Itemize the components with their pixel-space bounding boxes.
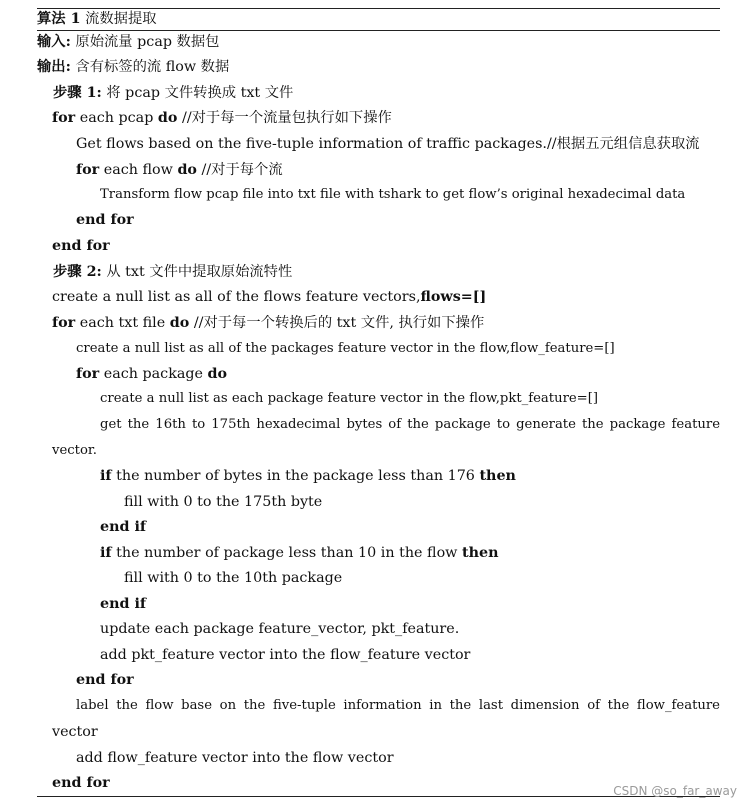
step1-heading [53, 83, 293, 103]
step2-for-txt [52, 313, 484, 333]
code-comment: //对于每一个流量包执行如下操作 [182, 110, 392, 126]
if-text: the number of bytes in the package less than 176 [116, 468, 475, 484]
input-line [37, 32, 219, 52]
step2-for-package [76, 364, 227, 384]
output-text: 含有标签的流 flow 数据 [75, 59, 230, 75]
step2-label-line1: label the flow base on the five-tuple information in the last dimension of the flow_feature [76, 698, 720, 713]
step2-get-bytes-line2: vector. [52, 443, 97, 458]
step2-create-flow-feature: create a null list as all of the packages feature vector in the flow,flow_feature=[] [76, 341, 615, 356]
step1-get-flows: Get flows based on the five-tuple information of traffic packages.//根据五元组信息获取流 [76, 136, 700, 152]
caption-label: 算法 1 [37, 11, 81, 27]
algorithm-caption [37, 9, 157, 29]
for-text: each package [103, 366, 203, 382]
step2-label-line2: vector [52, 724, 98, 740]
for-keyword: for [52, 315, 76, 331]
step1-for-flow [76, 160, 283, 180]
for-keyword: for [76, 162, 100, 178]
create-flows-text: create a null list as all of the flows feature vectors, [52, 289, 421, 305]
for-text: each pcap [79, 110, 154, 126]
step2-create-pkt-feature: create a null list as each package feature vector in the flow,pkt_feature=[] [100, 391, 599, 406]
do-keyword: do [169, 315, 190, 331]
step2-end-for-package: end for [76, 672, 134, 688]
input-text: 原始流量 pcap 数据包 [75, 34, 220, 50]
step1-label: 步骤 1: [53, 85, 102, 101]
output-line [37, 57, 229, 77]
step2-if-bytes [100, 466, 516, 486]
flows-assign: flows=[] [420, 289, 487, 305]
caption-title: 流数据提取 [85, 11, 157, 27]
do-keyword: do [157, 110, 178, 126]
step2-if-packages [100, 543, 498, 563]
step2-text: 从 txt 文件中提取原始流特性 [106, 264, 293, 280]
code-comment: //对于每个流 [201, 162, 283, 178]
step2-add-pkt: add pkt_feature vector into the flow_feature vector [100, 647, 471, 663]
step2-fill-packages: fill with 0 to the 10th package [124, 570, 343, 586]
step2-heading [53, 262, 292, 282]
then-keyword: then [461, 545, 499, 561]
step1-text: 将 pcap 文件转换成 txt 文件 [106, 85, 294, 101]
if-keyword: if [100, 468, 112, 484]
step2-add-flow: add flow_feature vector into the flow vector [76, 750, 394, 766]
caption-rule [37, 30, 720, 31]
step1-transform: Transform flow pcap file into txt file with tshark to get flow’s original hexadecimal data [100, 187, 686, 202]
step2-end-for-txt: end for [52, 775, 110, 791]
algorithm-box [37, 0, 720, 805]
if-keyword: if [100, 545, 112, 561]
for-keyword: for [76, 366, 100, 382]
step2-end-if-packages: end if [100, 596, 147, 612]
if-text: the number of package less than 10 in the flow [116, 545, 458, 561]
step2-end-if-bytes: end if [100, 519, 147, 535]
step1-end-for-inner: end for [76, 212, 134, 228]
step2-get-bytes-line1: get the 16th to 175th hexadecimal bytes of the package to generate the package feature [100, 417, 720, 432]
step2-label: 步骤 2: [53, 264, 102, 280]
do-keyword: do [207, 366, 228, 382]
step2-update: update each package feature_vector, pkt_feature. [100, 621, 460, 637]
watermark-text: CSDN @so_far_away [613, 784, 737, 798]
step2-create-flows [52, 287, 486, 307]
for-text: each flow [103, 162, 173, 178]
do-keyword: do [177, 162, 197, 178]
input-label: 输入: [37, 34, 71, 50]
code-comment: //对于每一个转换后的 txt 文件, 执行如下操作 [193, 315, 485, 331]
for-text: each txt file [79, 315, 166, 331]
output-label: 输出: [37, 59, 71, 75]
then-keyword: then [479, 468, 516, 484]
step2-fill-bytes: fill with 0 to the 175th byte [124, 494, 323, 510]
for-keyword: for [52, 110, 76, 126]
step1-end-for-outer: end for [52, 238, 110, 254]
step1-for-pcap [52, 108, 392, 128]
